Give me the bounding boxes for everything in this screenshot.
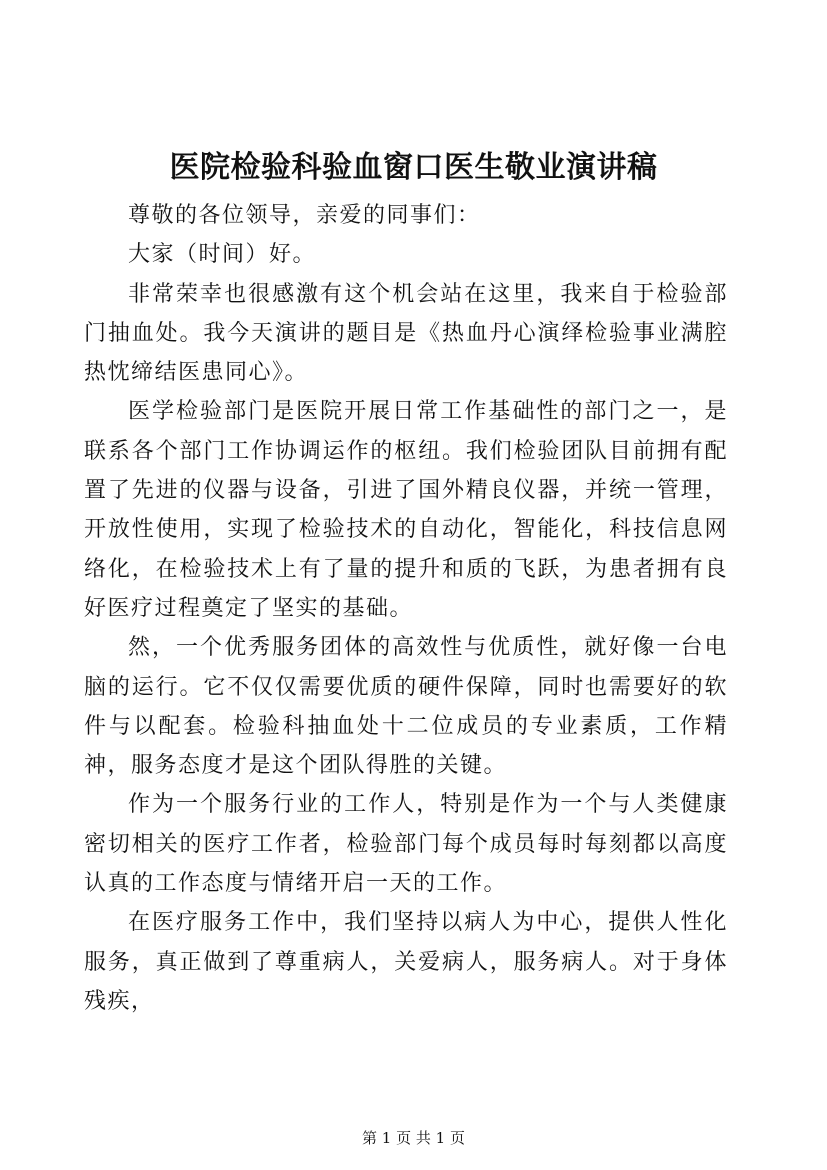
- paragraph-team-quality: 然，一个优秀服务团体的高效性与优质性，就好像一台电脑的运行。它不仅仅需要优质的硬件保障，同时也需要好的软件与以配套。检验科抽血处十二位成员的专业素质，工作精神，服务态度才是这个团队得胜的关键。: [84, 635, 728, 779]
- paragraph-patient-service: 在医疗服务工作中，我们坚持以病人为中心，提供人性化服务，真正做到了尊重病人，关爱病人，服务病人。对于身体残疾，: [84, 910, 728, 1014]
- paragraph-introduction: 非常荣幸也很感激有这个机会站在这里，我来自于检验部门抽血处。我今天演讲的题目是《热血丹心演绎检验事业满腔热忱缔结医患同心》。: [84, 281, 728, 386]
- document-body: [84, 196, 728, 1021]
- page-footer: 第 1 页 共 1 页: [362, 1129, 465, 1147]
- paragraph-greeting: 大家（时间）好。: [128, 242, 317, 268]
- paragraph-department: 医学检验部门是医院开展日常工作基础性的部门之一，是联系各个部门工作协调运作的枢纽。我们检验团队目前拥有配置了先进的仪器与设备，引进了国外精良仪器，并统一管理，开放性使用，实现了检验技术的自动化，智能化，科技信息网络化，在检验技术上有了量的提升和质的飞跃，为患者拥有良好医疗过程奠定了坚实的基础。: [84, 399, 728, 621]
- document-title: 医院检验科验血窗口医生敬业演讲稿: [169, 150, 658, 185]
- paragraph-work-attitude: 作为一个服务行业的工作人，特别是作为一个与人类健康密切相关的医疗工作者，检验部门每个成员每时每刻都以高度认真的工作态度与情绪开启一天的工作。: [84, 792, 728, 897]
- paragraph-salutation: 尊敬的各位领导，亲爱的同事们：: [128, 203, 481, 228]
